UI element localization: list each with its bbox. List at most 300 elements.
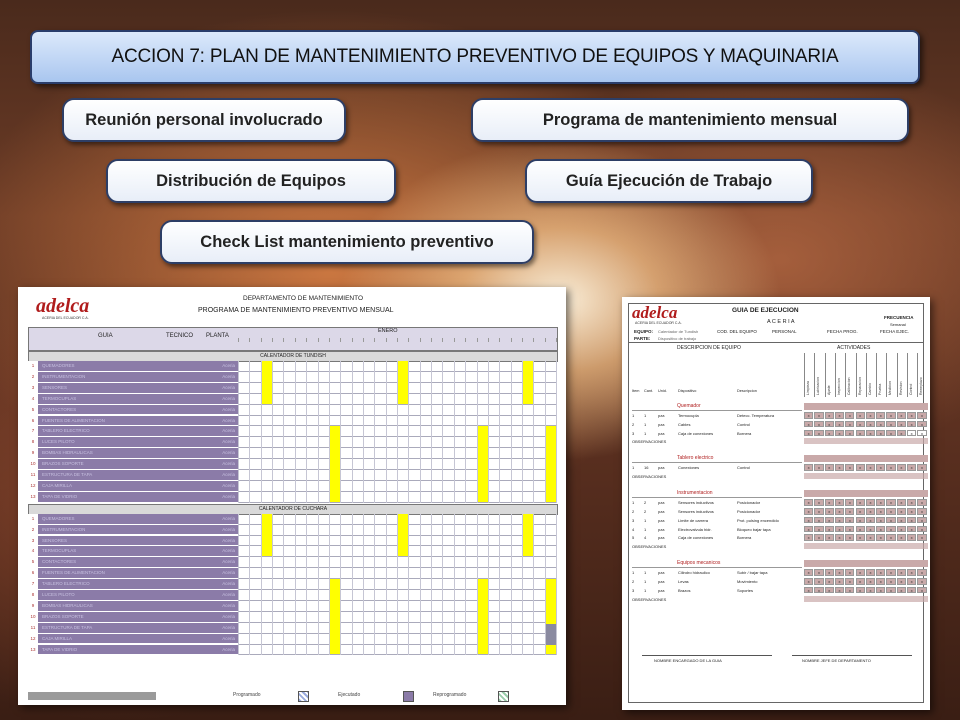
activity-check-cell: x xyxy=(876,464,885,471)
activity-check-cell: x xyxy=(804,517,813,524)
observaciones-band xyxy=(804,543,928,549)
activity-check-cell: x xyxy=(897,587,906,594)
scheduled-mark xyxy=(262,361,272,404)
logo-subtitle: ACERIA DEL ECUADOR C.A. xyxy=(635,321,682,325)
guide-cell: pza xyxy=(658,517,665,523)
adelca-logo: adelca xyxy=(36,295,90,317)
work-guide-document xyxy=(622,297,930,710)
activity-check-cell: x xyxy=(835,517,844,524)
grid-col-line xyxy=(340,361,341,503)
guide-cell: pza xyxy=(658,465,665,471)
row-number: 5 xyxy=(28,405,39,415)
grid-col-line xyxy=(420,361,421,503)
day-tick xyxy=(477,338,478,342)
checklist-button[interactable]: Check List mantenimiento preventivo xyxy=(160,220,534,264)
guide-cell: Control xyxy=(737,465,750,471)
guide-cell: Conexiones xyxy=(678,465,700,471)
guide-cell: 1 xyxy=(644,587,647,593)
activity-check-cell: x xyxy=(866,578,875,585)
planta-cell: Aceria xyxy=(202,470,238,480)
guide-section-name: Instrumentacion xyxy=(677,490,713,497)
activity-check-cell: x xyxy=(835,464,844,471)
activity-check-cell: x xyxy=(835,526,844,533)
guide-col-header: Unid. xyxy=(658,389,667,393)
activity-check-cell: x xyxy=(856,412,865,419)
tecnico-cell xyxy=(158,557,202,567)
program-row-label: BOMBAS HIDRAULICAS xyxy=(38,601,158,611)
activity-check-cell: x xyxy=(825,526,834,533)
slide-title-text: ACCION 7: PLAN DE MANTENIMIENTO PREVENTIVO DE EQUIPOS Y MAQUINARIA xyxy=(111,46,839,67)
activity-check-cell: x xyxy=(814,534,823,541)
day-tick xyxy=(499,338,500,342)
activity-check-cell: x xyxy=(866,517,875,524)
activity-check-cell: x xyxy=(804,508,813,515)
row-number: 6 xyxy=(28,416,39,426)
grid-col-line xyxy=(442,514,443,656)
activity-check-cell: x xyxy=(907,578,916,585)
day-tick xyxy=(261,338,262,342)
program-row-label: BOMBAS HIDRAULICAS xyxy=(38,448,158,458)
day-tick xyxy=(272,338,273,342)
planta-cell: Aceria xyxy=(202,514,238,524)
tecnico-cell xyxy=(158,645,202,655)
grid-col-line xyxy=(363,514,364,656)
planta-cell: Aceria xyxy=(202,579,238,589)
guide-cell: Detecc. Temperatura xyxy=(737,413,775,418)
row-number: 12 xyxy=(28,481,39,491)
activity-check-cell: x xyxy=(876,499,885,506)
day-tick xyxy=(420,338,421,342)
activity-check-cell: x xyxy=(814,526,823,533)
activity-check-cell: x xyxy=(845,534,854,541)
planta-cell: Aceria xyxy=(202,361,238,371)
activity-check-cell: x xyxy=(866,430,875,437)
activity-check-cell: x xyxy=(814,464,823,471)
grid-col-line xyxy=(499,361,500,503)
sign-line-left xyxy=(642,655,772,656)
legend-label: Ejecutado xyxy=(338,692,361,698)
row-number: 10 xyxy=(28,612,39,622)
scheduled-mark xyxy=(478,426,488,501)
observaciones-label: OBSERVACIONES xyxy=(632,596,667,602)
activity-header: Control xyxy=(909,383,913,395)
grid-col-line xyxy=(465,514,466,656)
guia-button[interactable]: Guía Ejecución de Trabajo xyxy=(525,159,813,203)
activity-check-cell: x xyxy=(917,534,926,541)
grid-col-line xyxy=(465,361,466,503)
activity-check-cell: x xyxy=(897,526,906,533)
guide-cell: Limite de carrera xyxy=(678,517,709,523)
tecnico-cell xyxy=(158,590,202,600)
guide-cell: 2 xyxy=(632,509,635,514)
activity-check-cell: x xyxy=(845,421,854,428)
activity-header: Reparacion xyxy=(857,377,862,395)
day-tick xyxy=(318,338,319,342)
planta-cell: Aceria xyxy=(202,405,238,415)
activity-check-cell: x xyxy=(835,587,844,594)
guide-cell: 1 xyxy=(632,413,635,418)
row-number: 6 xyxy=(28,568,39,578)
program-row-label: LUCES PILOTO xyxy=(38,437,158,447)
activity-check-cell: x xyxy=(866,526,875,533)
activity-check-cell: x xyxy=(804,569,813,576)
scheduled-mark xyxy=(262,514,272,557)
activity-check-cell: x xyxy=(886,569,895,576)
grid-col-line xyxy=(352,514,353,656)
guide-cell: Bornera xyxy=(737,535,752,541)
row-number: 1 xyxy=(28,361,39,371)
program-row-label: QUEMADORES xyxy=(38,361,158,371)
planta-cell: Aceria xyxy=(202,634,238,644)
guide-section-name: Tablero electrico xyxy=(677,455,714,462)
activity-check-cell: x xyxy=(917,526,926,533)
guide-cell: Posicionador xyxy=(737,500,761,506)
activity-check-cell: x xyxy=(835,508,844,515)
grid-col-line xyxy=(408,514,409,656)
activity-check-cell: x xyxy=(845,464,854,471)
activity-check-cell: x xyxy=(825,430,834,437)
activity-check-cell: x xyxy=(907,526,916,533)
section-band xyxy=(804,403,928,410)
guide-cell: Caja de conexiones xyxy=(678,535,714,541)
row-number: 5 xyxy=(28,557,39,567)
program-row-label: BRAZOS SOPORTE xyxy=(38,459,158,469)
planta-cell: Aceria xyxy=(202,590,238,600)
activity-check-cell: x xyxy=(814,587,823,594)
activity-check-cell: x xyxy=(876,534,885,541)
day-tick xyxy=(545,338,546,342)
guide-divider xyxy=(628,342,924,343)
program-row-label: TABLERO ELECTRICO xyxy=(38,426,158,436)
row-number: 3 xyxy=(28,383,39,393)
row-number: 10 xyxy=(28,459,39,469)
scheduled-mark xyxy=(478,579,488,654)
activity-check-cell: x xyxy=(835,421,844,428)
adelca-logo: adelca xyxy=(632,303,678,322)
tecnico-cell xyxy=(158,416,202,426)
guide-cell: Cables xyxy=(678,421,691,427)
activity-check-cell: x xyxy=(917,587,926,594)
day-tick xyxy=(442,338,443,342)
program-section-header: CALENTADOR DE CUCHARA xyxy=(28,504,558,515)
grid-col-line xyxy=(283,361,284,503)
activity-check-cell: x xyxy=(856,534,865,541)
activity-check-cell: x xyxy=(917,569,926,576)
grid-col-line xyxy=(249,361,250,503)
activity-check-cell: x xyxy=(917,508,926,515)
scheduled-mark xyxy=(546,426,556,501)
day-tick xyxy=(283,338,284,342)
tecnico-cell xyxy=(158,481,202,491)
guide-cell: 3 xyxy=(632,430,635,436)
activity-check-cell: x xyxy=(907,569,916,576)
tecnico-cell xyxy=(158,492,202,502)
day-tick xyxy=(488,338,489,342)
guide-cell: 1 xyxy=(644,421,647,427)
activity-check-cell: x xyxy=(845,517,854,524)
guide-cell: 16 xyxy=(644,465,649,471)
guide-cell: Bloqueo bajar tapa xyxy=(737,526,771,532)
guide-cell: 1 xyxy=(644,526,647,532)
day-tick xyxy=(522,338,523,342)
activity-header: Medicion xyxy=(888,380,893,395)
tecnico-cell xyxy=(158,437,202,447)
activity-check-cell: x xyxy=(876,421,885,428)
activity-check-cell: x xyxy=(897,578,906,585)
activity-check-cell: x xyxy=(907,499,916,506)
activity-check-cell: x xyxy=(825,464,834,471)
activity-check-cell: x xyxy=(804,464,813,471)
guide-col-header: Cant. xyxy=(644,389,654,393)
activity-check-cell: x xyxy=(897,517,906,524)
planta-cell: Aceria xyxy=(202,492,238,502)
activity-check-cell: x xyxy=(886,508,895,515)
guide-section-name: Quemador xyxy=(677,403,701,409)
tecnico-cell xyxy=(158,394,202,404)
grid-col-line xyxy=(511,361,512,503)
activity-check-cell: x xyxy=(907,508,916,515)
activity-header: Cambio xyxy=(867,382,872,395)
reunion-button[interactable]: Reunión personal involucrado xyxy=(62,98,346,142)
activity-check-cell: x xyxy=(804,412,813,419)
guide-cell: Caja de conexiones xyxy=(678,430,714,436)
grid-col-line xyxy=(386,361,387,503)
activity-check-cell: x xyxy=(897,430,906,437)
activity-check-cell: x xyxy=(886,464,895,471)
activity-check-cell: x xyxy=(866,412,875,419)
guide-cell: 1 xyxy=(644,517,647,523)
grid-col-line xyxy=(306,361,307,503)
activity-check-cell: x xyxy=(897,421,906,428)
grid-col-line xyxy=(454,514,455,656)
activity-check-cell: x xyxy=(814,430,823,437)
sign-left-label: NOMBRE ENCARGADO DE LA GUIA xyxy=(654,658,722,663)
row-number: 8 xyxy=(28,437,39,447)
row-number: 7 xyxy=(28,426,39,436)
grid-col-line xyxy=(488,361,489,503)
tecnico-cell xyxy=(158,372,202,382)
guide-cell: Brazos xyxy=(678,587,691,593)
day-tick xyxy=(397,338,398,342)
program-row-label: FUENTES DE ALIMENTACION xyxy=(38,416,158,426)
legend-swatch xyxy=(498,691,509,702)
guide-cell: 4 xyxy=(644,535,647,541)
activity-check-cell: x xyxy=(825,412,834,419)
grid-col-line xyxy=(352,361,353,503)
activity-check-cell: x xyxy=(835,569,844,576)
activity-check-cell: x xyxy=(804,578,813,585)
planta-cell: Aceria xyxy=(202,601,238,611)
guide-cell: 2 xyxy=(644,500,647,506)
fecha-prog-label: FECHA PROG. xyxy=(827,329,858,334)
activity-check-cell: x xyxy=(825,587,834,594)
tecnico-cell xyxy=(158,568,202,578)
day-tick xyxy=(238,338,239,342)
activity-check-cell: x xyxy=(917,517,926,524)
observaciones-label: OBSERVACIONES xyxy=(632,474,667,480)
planta-cell: Aceria xyxy=(202,372,238,382)
activity-check-cell: x xyxy=(866,587,875,594)
activity-header: Prueba xyxy=(878,383,883,395)
activity-check-cell: x xyxy=(886,517,895,524)
observaciones-band xyxy=(804,438,928,444)
row-number: 4 xyxy=(28,546,39,556)
activity-check-cell: x xyxy=(845,412,854,419)
activity-check-cell: x xyxy=(917,421,926,428)
activity-check-cell: x xyxy=(856,587,865,594)
tecnico-column-header: TECNICO xyxy=(166,333,193,339)
tecnico-cell xyxy=(158,448,202,458)
program-row-label: CAJA MIRILLA xyxy=(38,634,158,644)
program-row-label: SENSORES xyxy=(38,383,158,393)
grid-col-line xyxy=(499,514,500,656)
activity-check-cell: x xyxy=(907,430,916,437)
guide-cell: pza xyxy=(658,430,665,436)
guide-cell: 3 xyxy=(632,587,635,593)
actividades-header: ACTIVIDADES xyxy=(837,345,871,351)
guide-cell: pza xyxy=(658,413,665,418)
grid-col-line xyxy=(511,514,512,656)
row-number: 7 xyxy=(28,579,39,589)
program-row-label: FUENTES DE ALIMENTACION xyxy=(38,568,158,578)
activity-check-cell: x xyxy=(804,421,813,428)
tecnico-cell xyxy=(158,579,202,589)
activity-check-cell: x xyxy=(897,499,906,506)
day-tick xyxy=(408,338,409,342)
maintenance-program-document xyxy=(18,287,566,705)
program-row-label: LUCES PILOTO xyxy=(38,590,158,600)
program-row-label: ESTRUCTURA DE TAPA xyxy=(38,470,158,480)
tecnico-cell xyxy=(158,536,202,546)
day-tick xyxy=(329,338,330,342)
planta-cell: Aceria xyxy=(202,645,238,655)
legend-label: Reprogramado xyxy=(433,692,467,698)
grid-col-line xyxy=(318,514,319,656)
day-tick xyxy=(465,338,466,342)
activity-check-cell: x xyxy=(845,499,854,506)
guia-column-header: GUIA xyxy=(98,333,113,339)
grid-col-line xyxy=(295,361,296,503)
legend-swatch xyxy=(298,691,309,702)
activity-check-cell: x xyxy=(825,534,834,541)
program-row-label: QUEMADORES xyxy=(38,514,158,524)
observaciones-label: OBSERVACIONES xyxy=(632,544,667,550)
guide-cell: pza xyxy=(658,509,665,514)
guide-cell: Sensores inductivos xyxy=(678,509,714,514)
activity-check-cell: x xyxy=(917,499,926,506)
guide-cell: 2 xyxy=(644,509,647,514)
activity-check-cell: x xyxy=(907,464,916,471)
activity-check-cell: x xyxy=(804,534,813,541)
guide-cell: 1 xyxy=(632,570,635,576)
guide-cell: 1 xyxy=(644,579,647,584)
activity-check-cell: x xyxy=(825,578,834,585)
guide-col-header: Descripcion xyxy=(737,389,757,393)
grid-col-line xyxy=(488,514,489,656)
guide-cell: 2 xyxy=(632,421,635,427)
day-tick xyxy=(511,338,512,342)
guide-cell: pza xyxy=(658,570,665,576)
frecuencia-label: FRECUENCIA xyxy=(884,315,914,320)
grid-col-line xyxy=(272,514,273,656)
day-tick xyxy=(454,338,455,342)
activity-check-cell: x xyxy=(814,578,823,585)
section-underline xyxy=(632,455,802,463)
guide-area: A C E R I A xyxy=(767,319,795,325)
activity-check-cell: x xyxy=(845,578,854,585)
activity-check-cell: x xyxy=(886,499,895,506)
activity-check-cell: x xyxy=(917,430,926,437)
activity-check-cell: x xyxy=(814,421,823,428)
day-tick xyxy=(556,338,557,342)
grid-col-line xyxy=(420,514,421,656)
row-number: 13 xyxy=(28,492,39,502)
grid-col-line xyxy=(408,361,409,503)
activity-check-cell: x xyxy=(907,412,916,419)
tecnico-cell xyxy=(158,601,202,611)
activity-check-cell: x xyxy=(897,534,906,541)
activity-check-cell: x xyxy=(886,430,895,437)
day-tick xyxy=(374,338,375,342)
guide-cell: Cilindro hidraulico xyxy=(678,570,710,576)
legend-bar xyxy=(28,692,156,700)
activity-header: Reemplazo xyxy=(919,377,924,395)
grid-col-line xyxy=(238,514,239,656)
guide-cell: pza xyxy=(658,535,665,541)
programa-button[interactable]: Programa de mantenimiento mensual xyxy=(471,98,909,142)
parte-value: Dispositivo de trabajo xyxy=(658,336,697,341)
logo-subtitle: ACERIA DEL ECUADOR C.A. xyxy=(42,316,89,320)
section-underline xyxy=(632,403,802,411)
day-tick xyxy=(249,338,250,342)
row-number: 9 xyxy=(28,601,39,611)
planta-cell: Aceria xyxy=(202,536,238,546)
row-number: 11 xyxy=(28,623,39,633)
activity-check-cell: x xyxy=(866,499,875,506)
activity-check-cell: x xyxy=(866,569,875,576)
sign-line-right xyxy=(792,655,912,656)
planta-cell: Aceria xyxy=(202,416,238,426)
activity-check-cell: x xyxy=(845,526,854,533)
grid-col-line xyxy=(442,361,443,503)
activity-check-cell: x xyxy=(886,578,895,585)
guide-cell: 1 xyxy=(644,570,647,576)
activity-check-cell: x xyxy=(907,517,916,524)
activity-check-cell: x xyxy=(886,421,895,428)
activity-check-cell: x xyxy=(856,526,865,533)
activity-check-cell: x xyxy=(835,578,844,585)
program-row-label: TABLERO ELECTRICO xyxy=(38,579,158,589)
distribucion-button[interactable]: Distribución de Equipos xyxy=(106,159,396,203)
activity-check-cell: x xyxy=(804,587,813,594)
scheduled-mark xyxy=(330,426,340,501)
activity-check-cell: x xyxy=(897,569,906,576)
tecnico-cell xyxy=(158,546,202,556)
grid-col-line xyxy=(533,514,534,656)
guide-cell: 2 xyxy=(632,579,635,584)
activity-header: Inspeccion xyxy=(836,378,841,395)
section-band xyxy=(804,455,928,462)
day-tick xyxy=(340,338,341,342)
guide-cell: 1 xyxy=(644,430,647,436)
activity-check-cell: x xyxy=(814,569,823,576)
guide-cell: Sensores inductivos xyxy=(678,500,714,506)
guide-cell: pza xyxy=(658,421,665,427)
section-band xyxy=(804,560,928,567)
activity-check-cell: x xyxy=(856,578,865,585)
row-number: 9 xyxy=(28,448,39,458)
activity-check-cell: x xyxy=(856,569,865,576)
